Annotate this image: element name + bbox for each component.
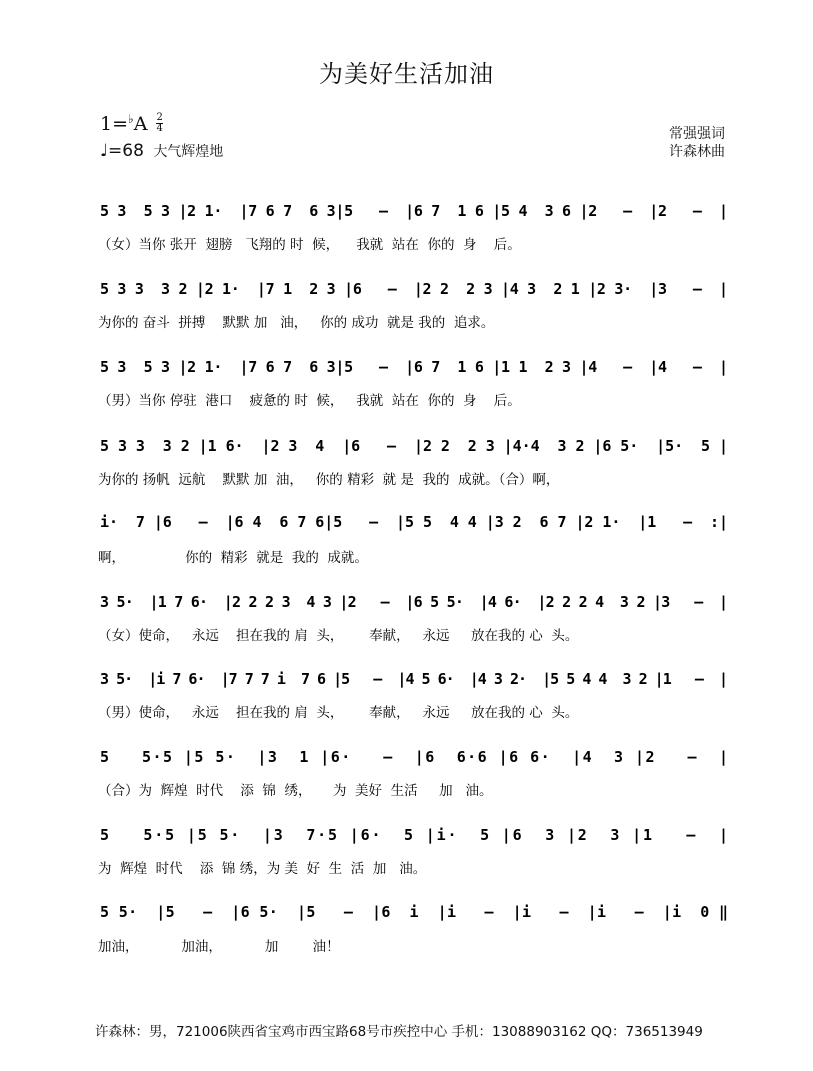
notation-system: [98, 593, 728, 644]
key-prefix: 1=: [100, 113, 129, 135]
notes-line: i· 7 |6 – |6 4 6 7 6|5 – |5 5 4 4 |3 2 6 7 |2 1· |1 – :|: [100, 513, 728, 531]
song-title: 为美好生活加油: [319, 60, 494, 88]
lyrics-line: 为你的 扬帆 远航 默默 加 油， 你的 精彩 就 是 我的 成就。（合）啊，: [98, 472, 560, 488]
notes-line: 5 5· |5 – |6 5· |5 – |6 i |i – |i – |i – |i 0 ‖: [100, 903, 728, 921]
lyrics-line: （女）使命， 永远 担在我的 肩 头， 奉献， 永远 放在我的 心 头。: [98, 628, 579, 644]
lyrics-line: 啊， 你的 精彩 就是 我的 成就。: [98, 550, 368, 566]
notation-system: [98, 202, 728, 253]
notes-line: 3 5· |i 7 6· |7 7 7 i 7 6 |5 – |4 5 6· |4 3 2· |5 5 4 4 3 2 |1 – |: [100, 670, 729, 688]
time-sig-top: 2: [156, 111, 163, 123]
lyrics-line: （女）当你 张开 翅膀 飞翔的 时 候， 我就 站在 你的 身 后。: [98, 237, 521, 253]
notation-system: [98, 670, 728, 721]
notation-system: [98, 903, 728, 955]
lyrics-line: （男）使命， 永远 担在我的 肩 头， 奉献， 永远 放在我的 心 头。: [98, 705, 579, 721]
notation-system: [98, 748, 728, 799]
lyrics-line: （男）当你 停驻 港口 疲惫的 时 候， 我就 站在 你的 身 后。: [98, 393, 521, 409]
notes-line: 5 3 3 3 2 |1 6· |2 3 4 |6 – |2 2 2 3 |4·4 3 2 |6 5· |5· 5 |: [100, 437, 728, 455]
notation-system: [98, 358, 728, 409]
footer-contact: 许森林：男，721006陕西省宝鸡市西宝路68号市疾控中心 手机：13088903162 QQ：736513949: [95, 1024, 703, 1040]
notes-line: 5 3 3 3 2 |2 1· |7 1 2 3 |6 – |2 2 2 3 |4 3 2 1 |2 3· |3 – |: [100, 280, 728, 298]
notes-line: 5 5·5 |5 5· |3 7·5 |6· 5 |i· 5 |6 3 |2 3 |1 – |: [100, 826, 728, 844]
expression-mark: 大气辉煌地: [153, 144, 224, 160]
time-sig-bottom: 4: [156, 122, 163, 134]
key-flat: ♭: [128, 112, 134, 126]
notes-line: 5 3 5 3 |2 1· |7 6 7 6 3|5 – |6 7 1 6 |1 1 2 3 |4 – |4 – |: [100, 358, 728, 376]
key-note: A: [133, 113, 148, 135]
notation-system: [98, 437, 728, 488]
tempo-mark: ♩=68: [100, 141, 144, 161]
notation-system: [98, 280, 728, 331]
notes-line: 3 5· |1 7 6· |2 2 2 3 4 3 |2 – |6 5 5· |4 6· |2 2 2 4 3 2 |3 – |: [100, 593, 729, 611]
lyrics-line: （合）为 辉煌 时代 添 锦 绣， 为 美好 生活 加 油。: [98, 783, 493, 799]
composer-credit: 许森林曲: [669, 144, 725, 160]
lyricist-credit: 常强强词: [669, 126, 725, 142]
notation-system: [98, 513, 728, 566]
lyrics-line: 为 辉煌 时代 添 锦 绣，为 美 好 生 活 加 油。: [98, 861, 427, 877]
notation-system: [98, 826, 728, 877]
lyrics-line: 加油， 加油， 加 油！: [98, 939, 340, 955]
lyrics-line: 为你的 奋斗 拼搏 默默 加 油， 你的 成功 就是 我的 追求。: [98, 315, 495, 331]
notes-line: 5 3 5 3 |2 1· |7 6 7 6 3|5 – |6 7 1 6 |5 4 3 6 |2 – |2 – |: [100, 202, 728, 220]
notes-line: 5 5·5 |5 5· |3 1 |6· – |6 6·6 |6 6· |4 3 |2 – |: [100, 748, 729, 766]
